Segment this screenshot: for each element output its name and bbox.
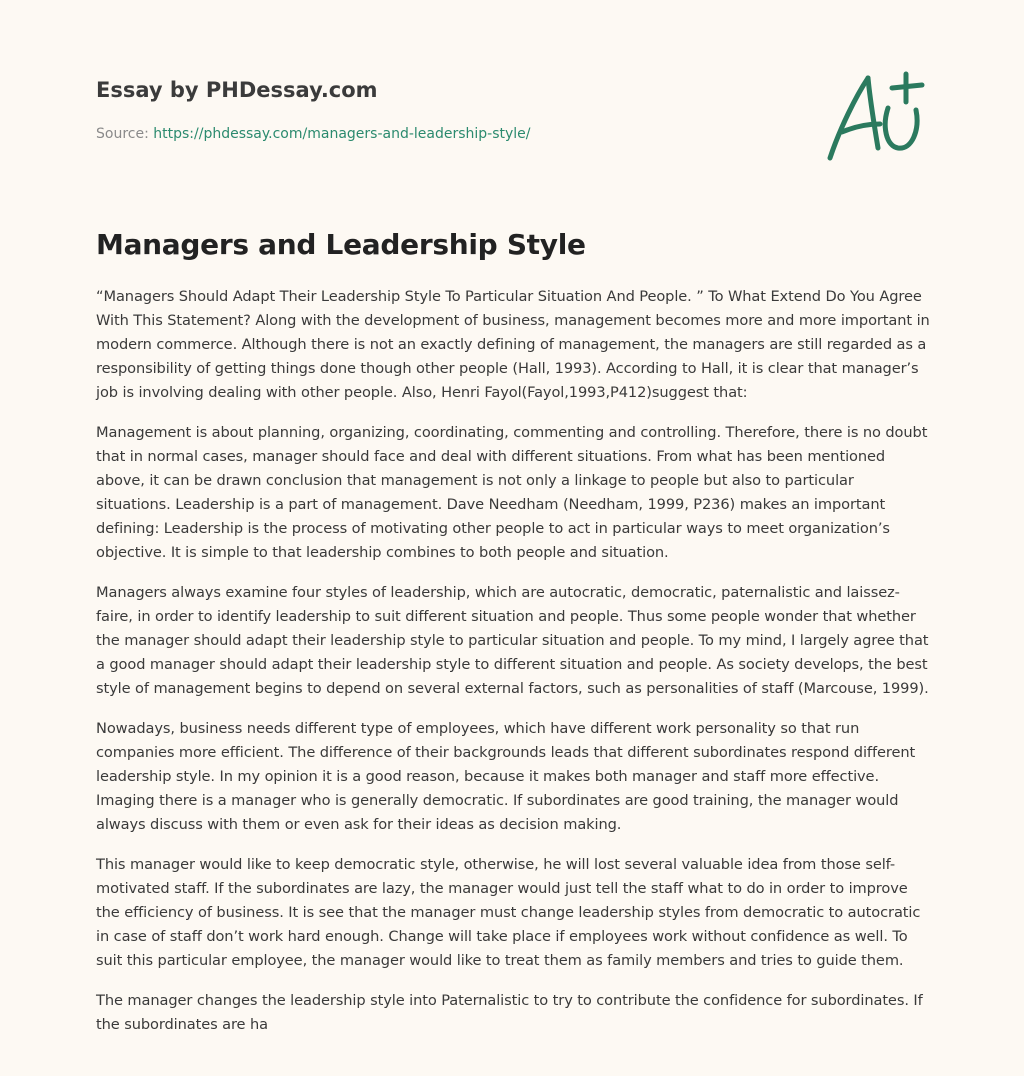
essay-paragraph: The manager changes the leadership style into Paternalistic to try to contribute the confidence for subordinates. If the subordinates are ha [96, 992, 923, 1033]
a-plus-logo-icon [822, 68, 928, 164]
essay-paragraph: This manager would like to keep democratic style, otherwise, he will lost several valuable idea from those self-motivated staff. If the subordinates are lazy, the manager would just tell the staff what to do in order to improve the efficiency of business. It is see that the manager must change leadership styles from democratic to autocratic in case of staff don’t work hard enough. Change will take place if employees work without confidence as well. To suit this particular employee, the manager would like to treat them as family members and tries to guide them. [96, 856, 921, 969]
essay-body [96, 285, 932, 1053]
essay-title: Managers and Leadership Style [96, 228, 586, 261]
essay-paragraph: “Managers Should Adapt Their Leadership Style To Particular Situation And People. ” To What Extend Do You Agree With This Statement? Along with the development of business, management becomes more and more important in modern commerce. Although there is not an exactly defining of management, the managers are still regarded as a responsibility of getting things done though other people (Hall, 1993). According to Hall, it is clear that manager’s job is involving dealing with other people. Also, Henri Fayol(Fayol,1993,P412)suggest that: [96, 288, 930, 401]
essay-paragraph: Nowadays, business needs different type of employees, which have different work personality so that run companies more efficient. The difference of their backgrounds leads that different subordinates respond different leadership style. In my opinion it is a good reason, because it makes both manager and staff more effective. Imaging there is a manager who is generally democratic. If subordinates are good training, the manager would always discuss with them or even ask for their ideas as decision making. [96, 720, 916, 833]
source-line [96, 124, 736, 144]
essay-paragraph: Management is about planning, organizing, coordinating, commenting and controlling. Therefore, there is no doubt that in normal cases, manager should face and deal with different situations. From what has been mentioned above, it can be drawn conclusion that management is not only a linkage to people but also to particular situations. Leadership is a part of management. Dave Needham (Needham, 1999, P236) makes an important defining: Leadership is the process of motivating other people to act in particular ways to meet organization’s objective. It is simple to that leadership combines to both people and situation. [96, 424, 928, 561]
essay-header [96, 76, 736, 144]
source-label: Source: [96, 126, 154, 142]
source-link[interactable]: https://phdessay.com/managers-and-leadership-style/ [153, 126, 531, 142]
essay-paragraph: Managers always examine four styles of leadership, which are autocratic, democratic, paternalistic and laissez-faire, in order to identify leadership to suit different situation and people. Thus some people wonder that whether the manager should adapt their leadership style to particular situation and people. To my mind, I largely agree that a good manager should adapt their leadership style to different situation and people. As society develops, the best style of management begins to depend on several external factors, such as personalities of staff (Marcouse, 1999). [96, 584, 929, 697]
site-title: Essay by PHDessay.com [96, 78, 378, 102]
